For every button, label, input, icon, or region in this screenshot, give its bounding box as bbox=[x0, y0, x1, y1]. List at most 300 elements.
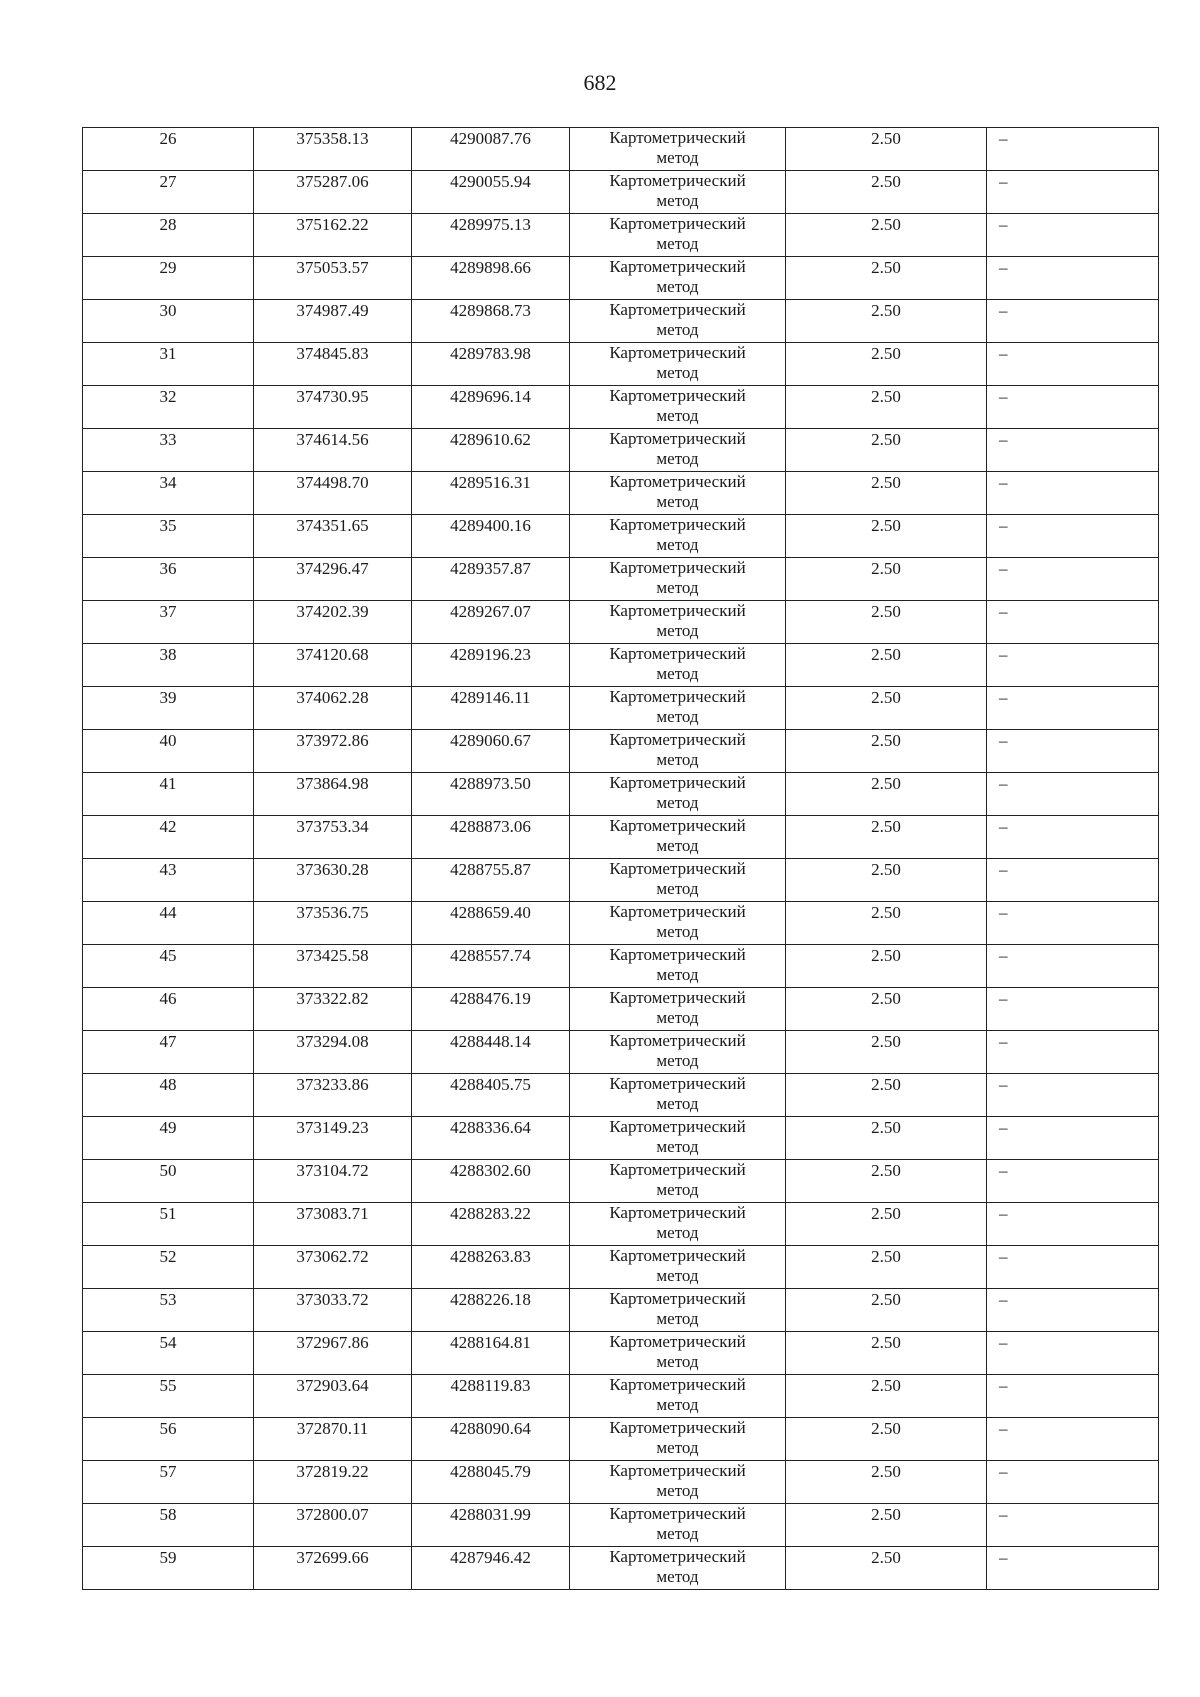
method-cell bbox=[570, 988, 786, 1031]
note-cell bbox=[987, 601, 1159, 644]
coordinate-y-cell-text: 4289400.16 bbox=[450, 516, 531, 535]
coordinate-x-cell-text: 373033.72 bbox=[296, 1290, 369, 1309]
method-cell bbox=[570, 1461, 786, 1504]
point-number-cell-text: 44 bbox=[159, 903, 177, 922]
coordinate-x-cell bbox=[254, 257, 412, 300]
point-number-cell bbox=[83, 1289, 254, 1332]
note-cell bbox=[987, 1289, 1159, 1332]
note-cell bbox=[987, 945, 1159, 988]
method-cell bbox=[570, 687, 786, 730]
coordinate-x-cell bbox=[254, 730, 412, 773]
method-cell bbox=[570, 472, 786, 515]
method-line: Картометрический bbox=[609, 1074, 746, 1093]
coordinate-x-cell bbox=[254, 472, 412, 515]
coordinate-y-cell-text: 4289975.13 bbox=[450, 215, 531, 234]
point-number-cell-text: 56 bbox=[159, 1419, 177, 1438]
method-line: Картометрический bbox=[609, 515, 746, 534]
method-line: метод bbox=[656, 234, 699, 253]
coordinate-x-cell bbox=[254, 601, 412, 644]
table-row bbox=[83, 1289, 1159, 1332]
table-row bbox=[83, 558, 1159, 601]
coordinate-y-cell bbox=[412, 816, 570, 859]
table-row bbox=[83, 171, 1159, 214]
method-cell bbox=[570, 1160, 786, 1203]
coordinate-y-cell-text: 4289196.23 bbox=[450, 645, 531, 664]
method-line: Картометрический bbox=[609, 773, 746, 792]
method-cell bbox=[570, 214, 786, 257]
table-row bbox=[83, 128, 1159, 171]
method-line: метод bbox=[656, 277, 699, 296]
accuracy-cell-text: 2.50 bbox=[871, 946, 901, 965]
coordinate-y-cell bbox=[412, 558, 570, 601]
note-cell-text: – bbox=[999, 473, 1008, 492]
accuracy-cell bbox=[786, 601, 987, 644]
table-row bbox=[83, 343, 1159, 386]
coordinate-x-cell-text: 375053.57 bbox=[296, 258, 369, 277]
coordinate-y-cell-text: 4288302.60 bbox=[450, 1161, 531, 1180]
coordinate-x-cell-text: 374351.65 bbox=[296, 516, 369, 535]
coordinate-y-cell bbox=[412, 687, 570, 730]
method-line: метод bbox=[656, 1051, 699, 1070]
note-cell bbox=[987, 1203, 1159, 1246]
point-number-cell-text: 41 bbox=[159, 774, 177, 793]
point-number-cell-text: 52 bbox=[159, 1247, 177, 1266]
point-number-cell bbox=[83, 902, 254, 945]
accuracy-cell-text: 2.50 bbox=[871, 1118, 901, 1137]
note-cell-text: – bbox=[999, 1204, 1008, 1223]
coordinate-y-cell bbox=[412, 1547, 570, 1590]
method-cell bbox=[570, 1203, 786, 1246]
note-cell bbox=[987, 1246, 1159, 1289]
method-cell bbox=[570, 773, 786, 816]
accuracy-cell-text: 2.50 bbox=[871, 129, 901, 148]
coordinate-y-cell-text: 4289146.11 bbox=[450, 688, 531, 707]
method-line: Картометрический bbox=[609, 644, 746, 663]
point-number-cell bbox=[83, 300, 254, 343]
coordinate-x-cell bbox=[254, 988, 412, 1031]
accuracy-cell bbox=[786, 1418, 987, 1461]
method-line: Картометрический bbox=[609, 214, 746, 233]
accuracy-cell bbox=[786, 644, 987, 687]
table-row bbox=[83, 1504, 1159, 1547]
coordinate-x-cell-text: 372800.07 bbox=[296, 1505, 369, 1524]
note-cell bbox=[987, 558, 1159, 601]
accuracy-cell bbox=[786, 1461, 987, 1504]
point-number-cell bbox=[83, 1504, 254, 1547]
method-line: метод bbox=[656, 793, 699, 812]
coordinate-x-cell-text: 373294.08 bbox=[296, 1032, 369, 1051]
accuracy-cell bbox=[786, 988, 987, 1031]
coordinates-table bbox=[82, 127, 1159, 1590]
point-number-cell-text: 27 bbox=[159, 172, 177, 191]
coordinate-x-cell bbox=[254, 386, 412, 429]
method-cell bbox=[570, 515, 786, 558]
coordinate-y-cell bbox=[412, 1203, 570, 1246]
coordinate-x-cell bbox=[254, 171, 412, 214]
note-cell bbox=[987, 1117, 1159, 1160]
note-cell bbox=[987, 1547, 1159, 1590]
point-number-cell bbox=[83, 859, 254, 902]
table-row bbox=[83, 988, 1159, 1031]
table-row bbox=[83, 902, 1159, 945]
note-cell bbox=[987, 816, 1159, 859]
note-cell bbox=[987, 1418, 1159, 1461]
note-cell bbox=[987, 687, 1159, 730]
coordinate-x-cell bbox=[254, 1375, 412, 1418]
coordinate-x-cell-text: 374730.95 bbox=[296, 387, 369, 406]
point-number-cell-text: 39 bbox=[159, 688, 177, 707]
point-number-cell bbox=[83, 1418, 254, 1461]
point-number-cell bbox=[83, 1074, 254, 1117]
method-line: Картометрический bbox=[609, 1031, 746, 1050]
note-cell-text: – bbox=[999, 1032, 1008, 1051]
point-number-cell bbox=[83, 773, 254, 816]
accuracy-cell bbox=[786, 343, 987, 386]
note-cell-text: – bbox=[999, 731, 1008, 750]
accuracy-cell-text: 2.50 bbox=[871, 817, 901, 836]
table-row bbox=[83, 386, 1159, 429]
point-number-cell bbox=[83, 472, 254, 515]
method-cell bbox=[570, 171, 786, 214]
coordinate-x-cell-text: 375162.22 bbox=[296, 215, 369, 234]
point-number-cell bbox=[83, 386, 254, 429]
method-line: метод bbox=[656, 320, 699, 339]
coordinate-x-cell bbox=[254, 687, 412, 730]
coordinate-y-cell-text: 4288263.83 bbox=[450, 1247, 531, 1266]
point-number-cell bbox=[83, 128, 254, 171]
method-line: метод bbox=[656, 492, 699, 511]
accuracy-cell-text: 2.50 bbox=[871, 1505, 901, 1524]
point-number-cell-text: 49 bbox=[159, 1118, 177, 1137]
coordinate-y-cell bbox=[412, 515, 570, 558]
point-number-cell bbox=[83, 171, 254, 214]
coordinate-y-cell-text: 4289610.62 bbox=[450, 430, 531, 449]
method-line: Картометрический bbox=[609, 859, 746, 878]
note-cell-text: – bbox=[999, 430, 1008, 449]
note-cell-text: – bbox=[999, 1161, 1008, 1180]
method-line: метод bbox=[656, 1094, 699, 1113]
accuracy-cell bbox=[786, 945, 987, 988]
point-number-cell-text: 55 bbox=[159, 1376, 177, 1395]
coordinate-y-cell-text: 4288448.14 bbox=[450, 1032, 531, 1051]
note-cell bbox=[987, 1504, 1159, 1547]
point-number-cell bbox=[83, 1246, 254, 1289]
point-number-cell-text: 46 bbox=[159, 989, 177, 1008]
coordinate-x-cell-text: 374987.49 bbox=[296, 301, 369, 320]
table-row bbox=[83, 515, 1159, 558]
point-number-cell bbox=[83, 687, 254, 730]
coordinate-x-cell-text: 373104.72 bbox=[296, 1161, 369, 1180]
accuracy-cell bbox=[786, 1074, 987, 1117]
coordinate-x-cell bbox=[254, 1418, 412, 1461]
method-line: метод bbox=[656, 1180, 699, 1199]
note-cell bbox=[987, 1461, 1159, 1504]
table-row bbox=[83, 1332, 1159, 1375]
note-cell bbox=[987, 1160, 1159, 1203]
method-line: метод bbox=[656, 879, 699, 898]
method-line: Картометрический bbox=[609, 1375, 746, 1394]
method-line: Картометрический bbox=[609, 343, 746, 362]
coordinate-x-cell-text: 373322.82 bbox=[296, 989, 369, 1008]
coordinate-x-cell-text: 374202.39 bbox=[296, 602, 369, 621]
method-line: Картометрический bbox=[609, 1547, 746, 1566]
coordinate-y-cell bbox=[412, 343, 570, 386]
method-line: Картометрический bbox=[609, 601, 746, 620]
method-cell bbox=[570, 300, 786, 343]
coordinate-x-cell bbox=[254, 1074, 412, 1117]
coordinate-x-cell bbox=[254, 1461, 412, 1504]
note-cell bbox=[987, 257, 1159, 300]
accuracy-cell-text: 2.50 bbox=[871, 301, 901, 320]
method-line: метод bbox=[656, 707, 699, 726]
coordinate-y-cell-text: 4289357.87 bbox=[450, 559, 531, 578]
point-number-cell-text: 31 bbox=[159, 344, 177, 363]
coordinate-y-cell bbox=[412, 1418, 570, 1461]
method-cell bbox=[570, 1031, 786, 1074]
table-row bbox=[83, 1203, 1159, 1246]
coordinate-y-cell bbox=[412, 386, 570, 429]
method-line: метод bbox=[656, 578, 699, 597]
point-number-cell-text: 42 bbox=[159, 817, 177, 836]
coordinate-y-cell bbox=[412, 128, 570, 171]
coordinate-x-cell-text: 373149.23 bbox=[296, 1118, 369, 1137]
coordinate-y-cell-text: 4289267.07 bbox=[450, 602, 531, 621]
coordinate-x-cell-text: 374296.47 bbox=[296, 559, 369, 578]
coordinate-x-cell bbox=[254, 515, 412, 558]
table-row bbox=[83, 1375, 1159, 1418]
coordinate-y-cell-text: 4288476.19 bbox=[450, 989, 531, 1008]
method-line: Картометрический bbox=[609, 171, 746, 190]
method-line: Картометрический bbox=[609, 988, 746, 1007]
coordinate-y-cell bbox=[412, 730, 570, 773]
table-row bbox=[83, 945, 1159, 988]
point-number-cell-text: 40 bbox=[159, 731, 177, 750]
table-row bbox=[83, 687, 1159, 730]
point-number-cell-text: 30 bbox=[159, 301, 177, 320]
coordinate-x-cell-text: 373864.98 bbox=[296, 774, 369, 793]
table-row bbox=[83, 644, 1159, 687]
table-row bbox=[83, 773, 1159, 816]
accuracy-cell-text: 2.50 bbox=[871, 387, 901, 406]
accuracy-cell-text: 2.50 bbox=[871, 1333, 901, 1352]
table-row bbox=[83, 1246, 1159, 1289]
accuracy-cell bbox=[786, 1547, 987, 1590]
note-cell bbox=[987, 1332, 1159, 1375]
method-line: Картометрический bbox=[609, 1160, 746, 1179]
point-number-cell bbox=[83, 1117, 254, 1160]
point-number-cell-text: 29 bbox=[159, 258, 177, 277]
method-line: Картометрический bbox=[609, 1246, 746, 1265]
accuracy-cell-text: 2.50 bbox=[871, 172, 901, 191]
coordinate-y-cell bbox=[412, 902, 570, 945]
coordinate-x-cell-text: 374498.70 bbox=[296, 473, 369, 492]
note-cell-text: – bbox=[999, 817, 1008, 836]
note-cell-text: – bbox=[999, 1075, 1008, 1094]
coordinate-x-cell bbox=[254, 1332, 412, 1375]
note-cell bbox=[987, 343, 1159, 386]
accuracy-cell-text: 2.50 bbox=[871, 473, 901, 492]
accuracy-cell-text: 2.50 bbox=[871, 559, 901, 578]
note-cell bbox=[987, 429, 1159, 472]
coordinate-y-cell bbox=[412, 257, 570, 300]
coordinate-x-cell bbox=[254, 1117, 412, 1160]
method-cell bbox=[570, 1547, 786, 1590]
coordinate-y-cell-text: 4289898.66 bbox=[450, 258, 531, 277]
coordinate-y-cell-text: 4288873.06 bbox=[450, 817, 531, 836]
method-line: метод bbox=[656, 1309, 699, 1328]
method-line: метод bbox=[656, 1481, 699, 1500]
table-row bbox=[83, 1547, 1159, 1590]
method-cell bbox=[570, 1246, 786, 1289]
accuracy-cell bbox=[786, 171, 987, 214]
note-cell bbox=[987, 472, 1159, 515]
coordinate-y-cell-text: 4288164.81 bbox=[450, 1333, 531, 1352]
method-line: Картометрический bbox=[609, 472, 746, 491]
coordinate-x-cell bbox=[254, 859, 412, 902]
coordinate-y-cell-text: 4288119.83 bbox=[450, 1376, 531, 1395]
coordinate-y-cell-text: 4287946.42 bbox=[450, 1548, 531, 1567]
method-cell bbox=[570, 429, 786, 472]
accuracy-cell bbox=[786, 1332, 987, 1375]
method-line: метод bbox=[656, 191, 699, 210]
table-row bbox=[83, 300, 1159, 343]
coordinate-x-cell bbox=[254, 300, 412, 343]
accuracy-cell bbox=[786, 902, 987, 945]
method-line: Картометрический bbox=[609, 1461, 746, 1480]
method-line: метод bbox=[656, 1266, 699, 1285]
point-number-cell-text: 58 bbox=[159, 1505, 177, 1524]
note-cell-text: – bbox=[999, 1419, 1008, 1438]
point-number-cell bbox=[83, 1160, 254, 1203]
method-line: Картометрический bbox=[609, 902, 746, 921]
note-cell-text: – bbox=[999, 1333, 1008, 1352]
coordinate-y-cell bbox=[412, 1160, 570, 1203]
coordinate-y-cell bbox=[412, 859, 570, 902]
method-cell bbox=[570, 558, 786, 601]
coordinate-x-cell bbox=[254, 773, 412, 816]
point-number-cell bbox=[83, 1203, 254, 1246]
method-cell bbox=[570, 1332, 786, 1375]
coordinate-y-cell bbox=[412, 171, 570, 214]
point-number-cell bbox=[83, 730, 254, 773]
method-cell bbox=[570, 644, 786, 687]
note-cell bbox=[987, 1074, 1159, 1117]
point-number-cell-text: 33 bbox=[159, 430, 177, 449]
accuracy-cell bbox=[786, 687, 987, 730]
note-cell-text: – bbox=[999, 1290, 1008, 1309]
note-cell-text: – bbox=[999, 387, 1008, 406]
point-number-cell bbox=[83, 1461, 254, 1504]
accuracy-cell-text: 2.50 bbox=[871, 344, 901, 363]
method-line: метод bbox=[656, 363, 699, 382]
accuracy-cell bbox=[786, 257, 987, 300]
method-line: Картометрический bbox=[609, 257, 746, 276]
coordinate-x-cell bbox=[254, 558, 412, 601]
point-number-cell-text: 48 bbox=[159, 1075, 177, 1094]
note-cell bbox=[987, 128, 1159, 171]
coordinate-y-cell bbox=[412, 601, 570, 644]
coordinate-x-cell bbox=[254, 1031, 412, 1074]
method-line: Картометрический bbox=[609, 128, 746, 147]
point-number-cell bbox=[83, 1547, 254, 1590]
method-line: метод bbox=[656, 836, 699, 855]
method-line: Картометрический bbox=[609, 429, 746, 448]
coordinate-x-cell bbox=[254, 214, 412, 257]
point-number-cell bbox=[83, 816, 254, 859]
coordinate-x-cell-text: 374845.83 bbox=[296, 344, 369, 363]
point-number-cell-text: 38 bbox=[159, 645, 177, 664]
point-number-cell bbox=[83, 343, 254, 386]
note-cell-text: – bbox=[999, 516, 1008, 535]
accuracy-cell-text: 2.50 bbox=[871, 1032, 901, 1051]
method-cell bbox=[570, 902, 786, 945]
coordinate-y-cell-text: 4288336.64 bbox=[450, 1118, 531, 1137]
method-line: метод bbox=[656, 750, 699, 769]
coordinate-x-cell-text: 373972.86 bbox=[296, 731, 369, 750]
accuracy-cell-text: 2.50 bbox=[871, 1075, 901, 1094]
note-cell bbox=[987, 1375, 1159, 1418]
coordinate-y-cell bbox=[412, 1246, 570, 1289]
table-row bbox=[83, 730, 1159, 773]
point-number-cell bbox=[83, 601, 254, 644]
method-cell bbox=[570, 601, 786, 644]
method-line: метод bbox=[656, 922, 699, 941]
coordinate-y-cell bbox=[412, 429, 570, 472]
table-row bbox=[83, 1461, 1159, 1504]
note-cell-text: – bbox=[999, 602, 1008, 621]
table-row bbox=[83, 859, 1159, 902]
coordinate-x-cell-text: 374062.28 bbox=[296, 688, 369, 707]
accuracy-cell-text: 2.50 bbox=[871, 1376, 901, 1395]
method-line: Картометрический bbox=[609, 687, 746, 706]
coordinate-x-cell-text: 372699.66 bbox=[296, 1548, 369, 1567]
accuracy-cell bbox=[786, 859, 987, 902]
point-number-cell bbox=[83, 558, 254, 601]
point-number-cell-text: 57 bbox=[159, 1462, 177, 1481]
coordinates-table-body bbox=[83, 128, 1159, 1590]
coordinate-x-cell bbox=[254, 1504, 412, 1547]
coordinate-x-cell-text: 373753.34 bbox=[296, 817, 369, 836]
accuracy-cell bbox=[786, 128, 987, 171]
accuracy-cell bbox=[786, 515, 987, 558]
coordinate-y-cell-text: 4289696.14 bbox=[450, 387, 531, 406]
coordinate-y-cell bbox=[412, 1074, 570, 1117]
method-cell bbox=[570, 257, 786, 300]
table-row bbox=[83, 816, 1159, 859]
accuracy-cell-text: 2.50 bbox=[871, 903, 901, 922]
note-cell-text: – bbox=[999, 1548, 1008, 1567]
accuracy-cell bbox=[786, 730, 987, 773]
coordinate-x-cell bbox=[254, 945, 412, 988]
note-cell-text: – bbox=[999, 215, 1008, 234]
point-number-cell-text: 32 bbox=[159, 387, 177, 406]
accuracy-cell-text: 2.50 bbox=[871, 1548, 901, 1567]
point-number-cell bbox=[83, 1375, 254, 1418]
method-line: метод bbox=[656, 621, 699, 640]
note-cell-text: – bbox=[999, 129, 1008, 148]
method-cell bbox=[570, 128, 786, 171]
point-number-cell-text: 51 bbox=[159, 1204, 177, 1223]
method-line: метод bbox=[656, 1438, 699, 1457]
method-line: Картометрический bbox=[609, 1289, 746, 1308]
coordinate-x-cell bbox=[254, 1289, 412, 1332]
accuracy-cell-text: 2.50 bbox=[871, 1161, 901, 1180]
point-number-cell-text: 26 bbox=[159, 129, 177, 148]
coordinate-x-cell bbox=[254, 1547, 412, 1590]
accuracy-cell-text: 2.50 bbox=[871, 688, 901, 707]
coordinate-x-cell-text: 374614.56 bbox=[296, 430, 369, 449]
accuracy-cell bbox=[786, 472, 987, 515]
